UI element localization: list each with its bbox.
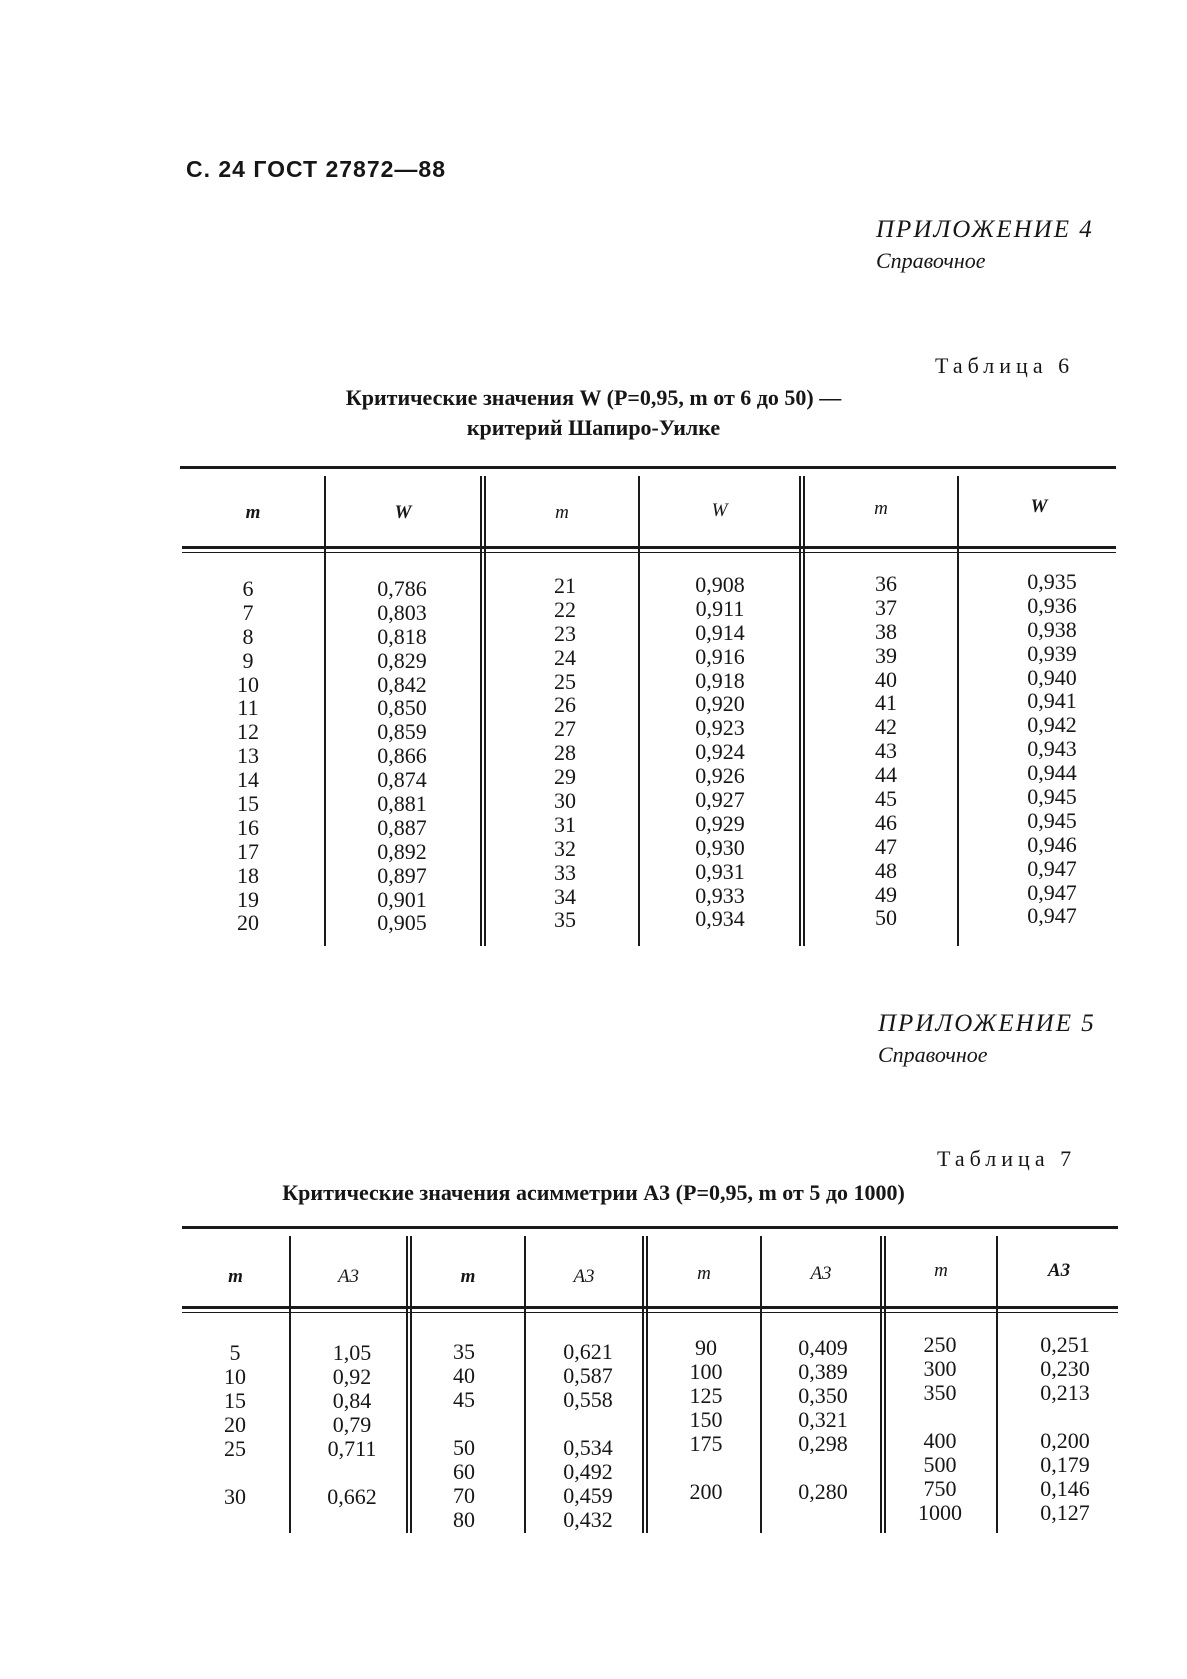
page-header: С. 24 ГОСТ 27872—88 (186, 156, 447, 182)
table-cell: 38 (875, 618, 897, 644)
table-cell: 0,926 (695, 763, 745, 789)
table-cell: 0,492 (563, 1459, 613, 1484)
table-cell: 10 (224, 1364, 246, 1389)
table-cell: 46 (875, 809, 897, 835)
table-cell: 0,866 (377, 743, 427, 769)
table-cell: 20 (237, 910, 259, 936)
table-cell: 42 (875, 714, 897, 740)
table-cell: 25 (224, 1436, 246, 1461)
table-7-top-rule (182, 1226, 1118, 1229)
table-cell: 26 (554, 692, 576, 718)
table-7-vline (880, 1236, 882, 1533)
table-6-label: Таблица 6 (935, 353, 1075, 378)
table-7-col-a1 (307, 1341, 397, 1533)
table-cell: 12 (237, 719, 259, 745)
table-cell: 27 (554, 716, 576, 742)
appendix-4-block (876, 216, 1094, 274)
table-cell: 750 (923, 1476, 957, 1501)
table-7-header-cell: A3 (1047, 1260, 1071, 1281)
table-cell: 0,942 (1027, 712, 1077, 738)
table-cell: 0,298 (798, 1431, 848, 1456)
table-6-caption-line1: Критические значения W (P=0,95, m от 6 до 50) — (345, 385, 842, 410)
table-cell: 45 (453, 1387, 475, 1412)
table-cell (195, 1509, 275, 1533)
table-cell: 0,892 (377, 838, 427, 864)
table-cell: 13 (237, 743, 259, 769)
table-cell: 0,924 (695, 739, 745, 765)
table-cell: 1000 (918, 1500, 962, 1525)
table-7-col-m1 (195, 1341, 275, 1533)
table-cell: 0,945 (1027, 807, 1077, 833)
table-cell: 8 (242, 623, 254, 649)
table-cell: 0,887 (377, 814, 427, 840)
table-cell: 0,662 (327, 1484, 377, 1509)
table-cell: 0,923 (695, 715, 745, 741)
table-6-vline (957, 476, 959, 946)
table-cell: 5 (229, 1340, 241, 1365)
table-6-col-m2 (525, 574, 605, 932)
table-cell: 0,621 (563, 1339, 613, 1364)
table-cell: 20 (224, 1412, 246, 1437)
table-cell: 0,230 (1040, 1356, 1090, 1381)
table-cell: 21 (554, 573, 576, 598)
table-cell: 250 (923, 1332, 957, 1357)
table-7-header-cell: A3 (337, 1266, 360, 1287)
table-cell: 200 (689, 1479, 723, 1504)
table-cell: 0,558 (563, 1387, 613, 1412)
table-cell: 32 (554, 835, 576, 861)
table-7-caption: Критические значения асимметрии A3 (P=0,95, m от 5 до 1000) (282, 1180, 905, 1205)
table-cell: 0,929 (695, 810, 745, 836)
table-cell: 50 (453, 1435, 475, 1460)
table-cell (778, 1504, 868, 1528)
table-6-vline (324, 476, 326, 946)
table-7-label: Таблица 7 (937, 1146, 1077, 1171)
table-7-header-rule-thin (182, 1312, 1118, 1313)
table-cell: 30 (224, 1484, 246, 1509)
table-7-vline (642, 1236, 644, 1533)
table-cell: 36 (875, 571, 897, 596)
table-cell: 17 (237, 838, 259, 864)
table-cell: 0,918 (695, 667, 745, 693)
table-cell: 40 (875, 666, 897, 692)
table-cell: 25 (554, 668, 576, 694)
table-6-vline (480, 476, 482, 946)
table-cell (543, 1412, 633, 1436)
table-cell: 0,280 (798, 1479, 848, 1504)
table-6-header-cell: W (394, 502, 412, 523)
appendix-4-title: ПРИЛОЖЕНИЕ 4 (876, 216, 1094, 243)
table-cell: 0,818 (377, 623, 427, 649)
table-cell: 0,859 (377, 719, 427, 745)
table-cell: 0,146 (1040, 1476, 1090, 1501)
table-6-header-cell: W (1030, 496, 1048, 517)
table-cell: 0,179 (1040, 1452, 1090, 1477)
table-cell: 0,587 (563, 1363, 613, 1388)
table-6-header-cell: m (245, 502, 261, 523)
table-cell: 0,803 (377, 599, 427, 625)
table-cell (778, 1456, 868, 1480)
table-cell: 39 (875, 642, 897, 668)
table-cell: 0,945 (1027, 784, 1077, 810)
table-6-caption-line2: критерий Шапиро-Уилке (466, 415, 721, 440)
table-cell: 0,881 (377, 791, 427, 817)
table-cell: 37 (875, 594, 897, 620)
table-cell: 0,389 (798, 1359, 848, 1384)
table-cell: 0,850 (377, 695, 427, 721)
table-cell: 0,930 (695, 834, 745, 860)
table-cell: 1,05 (332, 1340, 372, 1365)
table-7-header-cell: m (460, 1266, 476, 1287)
table-cell: 15 (224, 1388, 246, 1413)
table-cell: 0,914 (695, 619, 745, 645)
table-cell (307, 1461, 397, 1485)
table-cell: 0,947 (1027, 855, 1077, 881)
table-cell (195, 1461, 275, 1485)
table-6-col-w1 (352, 577, 452, 935)
table-cell (424, 1412, 504, 1436)
table-cell: 31 (554, 811, 576, 837)
appendix-4-subtitle: Справочное (876, 248, 986, 273)
table-cell: 0,920 (695, 691, 745, 717)
table-cell: 0,829 (377, 647, 427, 673)
table-cell: 22 (554, 596, 576, 622)
table-cell: 0,931 (695, 858, 745, 884)
table-6-header-cell: m (555, 502, 569, 523)
table-cell: 14 (237, 767, 259, 793)
table-cell: 125 (689, 1383, 723, 1408)
table-cell: 34 (554, 883, 576, 909)
table-cell (900, 1405, 980, 1429)
table-cell: 0,946 (1027, 831, 1077, 857)
table-cell: 0,79 (332, 1412, 372, 1437)
table-cell: 0,911 (695, 595, 745, 621)
table-cell: 0,947 (1027, 903, 1077, 929)
table-cell: 500 (923, 1452, 957, 1477)
table-cell: 15 (237, 791, 259, 817)
table-cell: 0,901 (377, 886, 427, 912)
table-cell: 48 (875, 857, 897, 883)
table-cell: 6 (242, 576, 254, 601)
table-cell: 0,786 (377, 576, 427, 601)
table-cell: 0,350 (798, 1383, 848, 1408)
table-cell: 7 (242, 599, 254, 625)
table-6-header-cell: W (711, 500, 728, 521)
table-cell: 0,409 (798, 1335, 848, 1360)
appendix-5-title: ПРИЛОЖЕНИЕ 5 (878, 1010, 1096, 1037)
table-cell: 0,200 (1040, 1428, 1090, 1453)
table-7-header-cell: m (228, 1266, 243, 1287)
table-6-col-m1 (208, 577, 288, 935)
table-cell: 0,459 (563, 1483, 613, 1508)
table-cell: 0,251 (1040, 1332, 1090, 1357)
table-7-col-m3 (666, 1336, 746, 1528)
table-cell: 0,432 (563, 1507, 613, 1532)
table-6-vline (799, 476, 801, 946)
table-cell: 0,908 (695, 572, 745, 597)
table-cell: 0,943 (1027, 736, 1077, 762)
table-cell: 19 (237, 886, 259, 912)
table-cell: 100 (689, 1359, 723, 1384)
table-cell: 0,874 (377, 767, 427, 793)
appendix-5-subtitle: Справочное (878, 1042, 988, 1067)
table-cell: 16 (237, 814, 259, 840)
table-7-col-a2 (543, 1340, 633, 1532)
table-6-col-w3 (1002, 570, 1102, 928)
table-cell (307, 1509, 397, 1533)
table-cell: 0,944 (1027, 760, 1077, 786)
table-6-vline (484, 476, 486, 946)
table-cell: 29 (554, 764, 576, 790)
table-cell: 60 (453, 1459, 475, 1484)
table-cell: 10 (237, 671, 259, 697)
table-cell: 0,935 (1027, 569, 1077, 594)
table-cell: 0,938 (1027, 616, 1077, 642)
table-cell: 0,939 (1027, 640, 1077, 666)
table-cell: 47 (875, 833, 897, 859)
table-cell: 300 (923, 1356, 957, 1381)
table-cell: 49 (875, 881, 897, 907)
table-6-vline (803, 476, 805, 946)
table-cell: 175 (689, 1431, 723, 1456)
table-cell (1020, 1405, 1110, 1429)
table-6-vline (638, 476, 640, 946)
table-cell: 18 (237, 862, 259, 888)
table-cell: 150 (689, 1407, 723, 1432)
table-cell: 0,897 (377, 862, 427, 888)
table-7-header-rule (182, 1306, 1118, 1309)
table-cell: 0,92 (332, 1364, 372, 1389)
table-cell: 0,916 (695, 643, 745, 669)
table-6-col-m3 (846, 572, 926, 930)
table-6-header-rule (182, 546, 1116, 549)
table-7-col-m2 (424, 1340, 504, 1532)
table-cell: 0,213 (1040, 1380, 1090, 1405)
table-6-top-rule (180, 466, 1116, 469)
table-7-header-cell: A3 (573, 1266, 595, 1287)
appendix-5-block (878, 1010, 1096, 1068)
table-7-header-cell: A3 (810, 1263, 832, 1284)
table-cell: 40 (453, 1363, 475, 1388)
table-cell: 23 (554, 620, 576, 646)
table-cell: 24 (554, 644, 576, 670)
table-cell: 0,127 (1040, 1500, 1090, 1525)
table-cell: 35 (554, 907, 576, 933)
table-cell: 0,947 (1027, 879, 1077, 905)
table-cell: 0,534 (563, 1435, 613, 1460)
table-cell: 0,711 (327, 1436, 377, 1461)
table-7-header-cell: m (934, 1260, 948, 1281)
table-cell: 43 (875, 738, 897, 764)
table-cell: 50 (875, 905, 897, 931)
table-cell: 0,934 (695, 906, 745, 932)
table-7-vline (406, 1236, 408, 1533)
table-cell: 90 (695, 1335, 717, 1360)
table-cell (666, 1504, 746, 1528)
table-cell: 28 (554, 740, 576, 766)
table-cell: 30 (554, 788, 576, 814)
table-cell: 11 (237, 695, 259, 721)
table-cell: 0,842 (377, 671, 427, 697)
table-cell (666, 1456, 746, 1480)
table-cell: 0,933 (695, 882, 745, 908)
table-7-col-a4 (1020, 1333, 1110, 1525)
table-cell: 45 (875, 786, 897, 812)
table-cell: 70 (453, 1483, 475, 1508)
table-cell: 33 (554, 859, 576, 885)
table-cell: 41 (875, 690, 897, 716)
table-6-col-w2 (670, 573, 770, 931)
table-6-header-rule-thin (182, 552, 1116, 553)
table-cell: 80 (453, 1507, 475, 1532)
table-cell: 0,84 (332, 1388, 372, 1413)
table-7-col-m4 (900, 1333, 980, 1525)
table-cell: 9 (242, 647, 254, 673)
table-cell: 400 (923, 1428, 957, 1453)
table-cell: 0,905 (377, 910, 427, 936)
table-cell: 0,941 (1027, 688, 1077, 714)
table-cell: 0,321 (798, 1407, 848, 1432)
table-cell: 0,927 (695, 787, 745, 813)
table-cell: 0,940 (1027, 664, 1077, 690)
table-cell: 0,936 (1027, 592, 1077, 618)
table-cell: 350 (923, 1380, 957, 1405)
table-6-header-cell: m (874, 498, 888, 519)
table-7-header-cell: m (697, 1263, 711, 1284)
table-cell: 35 (453, 1339, 475, 1364)
table-7-col-a3 (778, 1336, 868, 1528)
table-cell: 44 (875, 762, 897, 788)
